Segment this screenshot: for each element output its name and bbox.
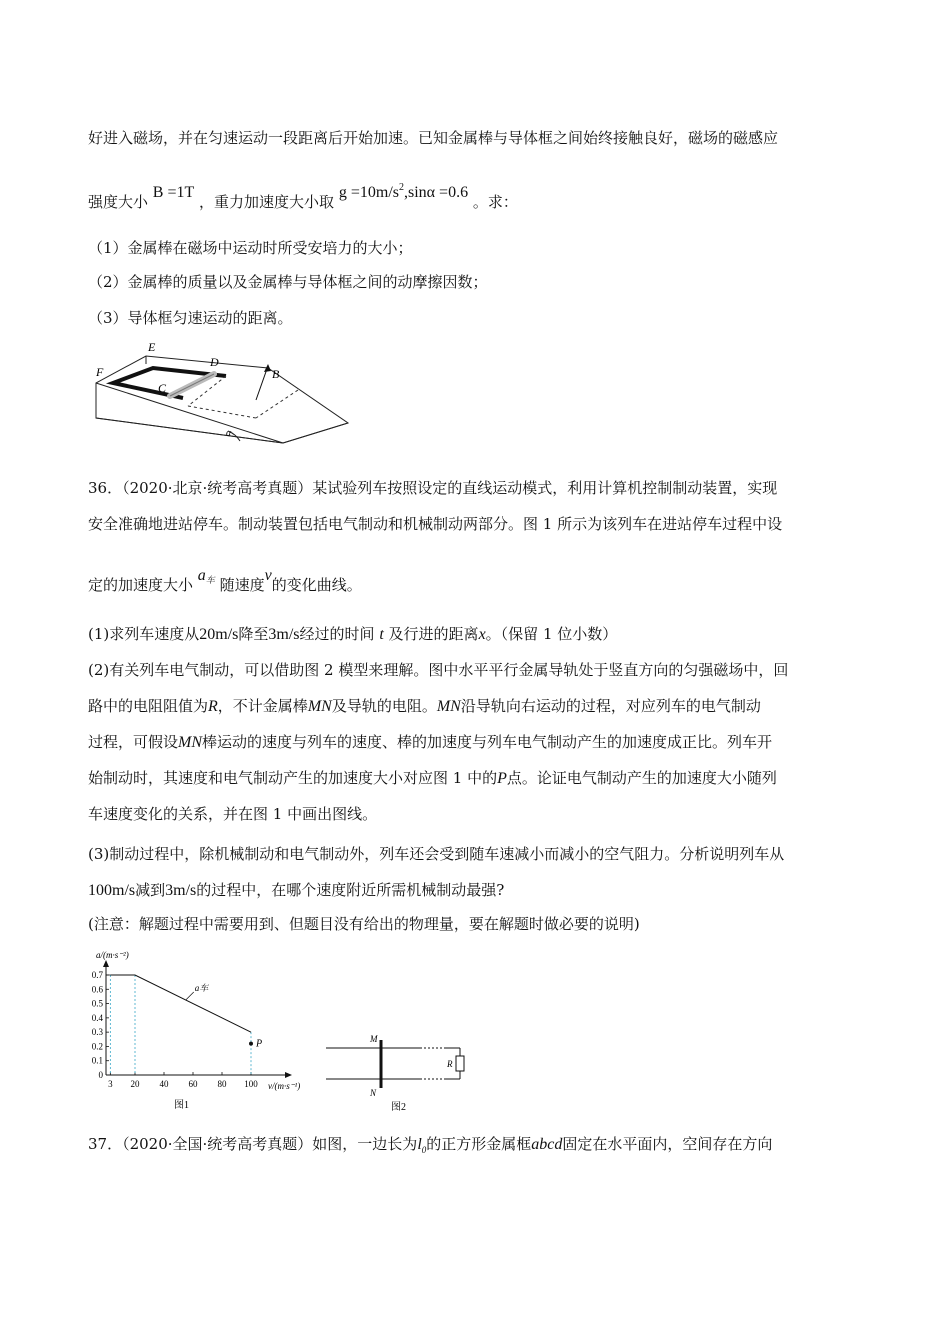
- q37-text-c: 固定在水平面内，空间存在方向: [562, 1135, 773, 1153]
- y-tick-label: 0.3: [91, 1027, 103, 1038]
- p1-text-b: 降至: [238, 625, 269, 643]
- p3-text-b: 的过程中，在哪个速度附近所需机械制动最强?: [196, 881, 505, 899]
- q37-line-1: [88, 1134, 772, 1160]
- p2-text-f: 棒运动的速度与列车的速度、棒的加速度与列车电气制动产生的加速度成正比。列车开: [202, 733, 773, 751]
- time-symbol: t: [379, 626, 384, 643]
- incline-figure: [88, 338, 358, 448]
- q36-line-3: [88, 567, 362, 600]
- l-subscript: 0: [421, 1145, 427, 1156]
- label-M: M: [370, 1034, 378, 1044]
- gravity-exponent: 2: [398, 182, 404, 193]
- label-N: N: [370, 1088, 377, 1098]
- b-field-expression: B =1T: [152, 184, 195, 201]
- a-letter: a: [197, 567, 206, 584]
- p1-text-d: 及行进的距离: [388, 625, 479, 643]
- y-tick-label: 0: [98, 1070, 103, 1080]
- label-E: E: [148, 340, 156, 354]
- p2-text-g: 始制动时，其速度和电气制动产生的加速度大小对应图 1 中的: [88, 769, 498, 787]
- q36-part-2-line-1: (2)有关列车电气制动，可以借助图 2 模型来理解。图中水平平行金属导轨处于竖直方向的匀强磁场中，回: [88, 661, 789, 679]
- question-3: （3）导体框匀速运动的距离。: [88, 309, 293, 327]
- resistor: [456, 1056, 464, 1071]
- q36-line-2: 安全准确地进站停车。制动装置包括电气制动和机械制动两部分。图 1 所示为该列车在进站停车过程中设: [88, 515, 783, 533]
- label-F: F: [96, 365, 104, 379]
- q36-part-3-line-2: [88, 880, 504, 901]
- p2-text-a: 路中的电阻阻值为: [88, 697, 209, 715]
- question-1: （1）金属棒在磁场中运动时所受安培力的大小；: [88, 239, 413, 257]
- q36-part-2-line-5: 车速度变化的关系，并在图 1 中画出图线。: [88, 805, 378, 823]
- gravity-value: g =10m/s: [338, 184, 399, 201]
- q36-line-3-prefix: 定的加速度大小: [88, 576, 194, 594]
- resistance-symbol: R: [208, 698, 218, 715]
- chart-y-label: a/(m·s⁻²): [96, 950, 129, 960]
- y-tick-label: 0.1: [91, 1055, 103, 1066]
- q36-part-3-line-1: (3)制动过程中，除机械制动和电气制动外，列车还会受到随车速减小而减小的空气阻力。分析说明列车从: [88, 845, 785, 863]
- point-p-symbol: P: [497, 770, 507, 787]
- chart-x-arrow: [285, 1072, 292, 1078]
- intro-line-2-prefix: 强度大小: [88, 193, 149, 211]
- p1-text-e: 。（保留 1 位小数）: [485, 625, 618, 643]
- label-D: D: [210, 355, 219, 369]
- x-tick-label: 20: [130, 1079, 140, 1089]
- chart-y-arrow: [103, 960, 109, 967]
- q36-part-2-line-3: [88, 732, 772, 753]
- frame-name: abcd: [531, 1136, 563, 1153]
- p2-text-d: 沿导轨向右运动的过程，对应列车的电气制动: [460, 697, 761, 715]
- y-tick-label: 0.2: [91, 1041, 103, 1052]
- p2-text-c: 及导轨的电阻。: [331, 697, 437, 715]
- sin-alpha-value: ,sinα =0.6: [403, 184, 469, 201]
- q36-part-1: [88, 624, 617, 645]
- label-C: C: [158, 381, 167, 395]
- q36-part-2-line-2: [88, 696, 761, 717]
- chart-x-label: v/(m·s⁻¹): [268, 1081, 301, 1091]
- incline-top-face: [96, 356, 348, 443]
- q36-line-1: 36．（2020·北京·统考高考真题）某试验列车按照设定的直线运动模式，利用计算机控制制动装置，实现: [88, 479, 778, 497]
- x-tick-label: 40: [159, 1079, 169, 1089]
- intro-line-2-suffix: 。求：: [472, 193, 518, 211]
- x-tick-label: 3: [108, 1079, 113, 1089]
- question-2: （2）金属棒的质量以及金属棒与导体框之间的动摩擦因数；: [88, 273, 488, 291]
- side-length-symbol: [417, 1136, 427, 1156]
- figure-2-caption: 图2: [391, 1102, 406, 1113]
- chart-point-p: [249, 1042, 253, 1046]
- x-tick-label: 60: [188, 1079, 198, 1089]
- figure-1-caption: 图1: [174, 1100, 189, 1111]
- rod-symbol-1: MN: [307, 698, 332, 715]
- q36-line-3-suffix: 的变化曲线。: [271, 576, 362, 594]
- p2-text-b: ，不计金属棒: [217, 697, 308, 715]
- rod-symbol-3: MN: [178, 734, 203, 751]
- q36-part-2-line-4: [88, 768, 777, 789]
- x-tick-label: 80: [217, 1079, 227, 1089]
- rail-circuit-figure: [320, 1030, 480, 1116]
- acceleration-symbol: [198, 567, 215, 584]
- q37-text-b: 的正方形金属框: [426, 1135, 532, 1153]
- p3-speed-1: 100m/s: [88, 882, 136, 899]
- acceleration-velocity-chart: [88, 944, 318, 1114]
- chart-point-p-label: P: [256, 1038, 263, 1050]
- p2-text-h: 点。论证电气制动产生的加速度大小随列: [506, 769, 777, 787]
- angle-label: α: [226, 428, 232, 439]
- p3-text-a: 减到: [135, 881, 166, 899]
- x-tick-label: 100: [244, 1079, 258, 1089]
- y-tick-label: 0.7: [91, 970, 103, 981]
- a-subscript: 车: [205, 575, 215, 585]
- l-letter: l: [417, 1136, 422, 1153]
- rod-symbol-2: MN: [436, 698, 461, 715]
- y-tick-label: 0.4: [91, 1012, 103, 1023]
- curve-label-callout: [186, 992, 194, 1000]
- p3-speed-2: 3m/s: [165, 882, 197, 899]
- label-B: B: [272, 367, 280, 381]
- q36-line-3-mid: 随速度: [219, 576, 265, 594]
- distance-symbol: x: [478, 626, 486, 643]
- intro-line-1: 好进入磁场，并在匀速运动一段距离后开始加速。已知金属棒与导体框之间始终接触良好，磁场的磁感应: [88, 129, 779, 147]
- intro-line-2-mid: ，重力加速度大小取: [199, 193, 335, 211]
- y-tick-label: 0.5: [91, 998, 103, 1009]
- p2-text-e: 过程，可假设: [88, 733, 179, 751]
- q37-text-a: 37．（2020·全国·统考高考真题）如图，一边长为: [88, 1135, 418, 1153]
- intro-line-2: [88, 182, 518, 213]
- p1-speed-1: 20m/s: [199, 626, 239, 643]
- p1-text-a: (1)求列车速度从: [88, 625, 200, 643]
- chart-guides: [106, 975, 251, 1075]
- p1-text-c: 经过的时间: [299, 625, 375, 643]
- p1-speed-2: 3m/s: [268, 626, 300, 643]
- curve-label: a车: [194, 983, 209, 994]
- q36-note: (注意：解题过程中需要用到、但题目没有给出的物理量，要在解题时做必要的说明): [88, 915, 640, 933]
- velocity-symbol: v: [264, 567, 272, 584]
- chart-series-a-car: [110, 975, 251, 1032]
- y-tick-label: 0.6: [91, 984, 103, 995]
- resistor-label: R: [447, 1059, 453, 1069]
- gravity-expression: [339, 184, 468, 201]
